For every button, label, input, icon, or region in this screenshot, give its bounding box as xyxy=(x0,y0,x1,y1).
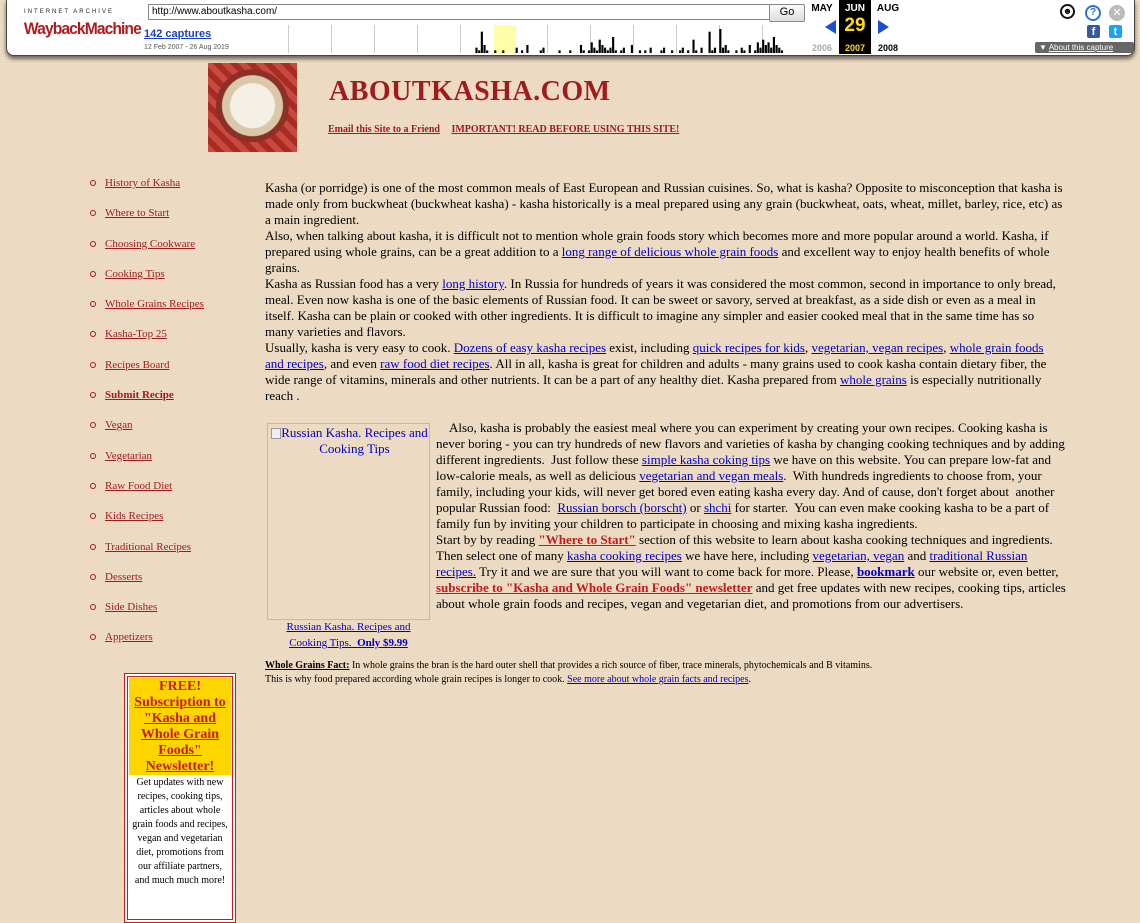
easy-recipes-link[interactable]: Dozens of easy kasha recipes xyxy=(453,340,607,355)
text: , xyxy=(943,340,950,355)
text: . All in all, kasha is great for children and adults - many grains used to cook kasha contain dietary fiber, the wide range of vitamins, minerals and other nutrients. It can be a part of any healthy diet. Kasha prepared from xyxy=(265,356,1047,387)
sparkline-bar xyxy=(615,50,617,53)
sparkline-bar xyxy=(722,48,724,53)
sparkline-bar xyxy=(601,45,603,53)
capture-sparkline[interactable] xyxy=(245,25,805,53)
sparkline-bar xyxy=(569,50,571,53)
text: our website or, even better, xyxy=(914,564,1059,579)
vegetarian-vegan-link[interactable]: vegetarian, vegan xyxy=(812,548,905,563)
text: or xyxy=(686,500,704,515)
about-capture-button[interactable]: ▼ About this capture xyxy=(1035,42,1134,53)
sidebar-item[interactable] xyxy=(88,540,204,570)
text: . With hundreds ingredients to choose from, your family, including your kids, will never get bored even eating kasha every day. And of cause, don't forget about another popular Russian food: xyxy=(436,468,1058,515)
facebook-icon[interactable]: f xyxy=(1087,25,1100,38)
sparkline-bar xyxy=(709,32,711,53)
fact-label: Whole Grains Fact: xyxy=(265,660,350,671)
vegetarian-meals-link[interactable]: vegetarian and vegan meals xyxy=(639,468,784,483)
text: exist, including xyxy=(606,340,693,355)
current-day-label: 29 xyxy=(844,15,866,36)
captures-link[interactable]: 142 captures xyxy=(144,28,212,40)
raw-food-link[interactable]: raw food diet recipes xyxy=(380,356,490,371)
sidebar-item-link[interactable]: Vegetarian xyxy=(105,449,153,462)
sidebar-item[interactable] xyxy=(88,418,204,448)
newsletter-subscribe-link[interactable]: Subscription to "Kasha and Whole Grain Foods" Newsletter! xyxy=(129,695,231,775)
text: we have here, including xyxy=(681,548,813,563)
text: Kasha as Russian food has a very xyxy=(265,276,443,291)
sidebar-item[interactable] xyxy=(88,509,204,539)
text: Try it and we are sure that you will want to come back for more. Please, xyxy=(476,564,857,579)
sidebar-item-link[interactable]: Submit Recipe xyxy=(105,389,174,402)
sparkline-bar xyxy=(540,50,542,53)
sidebar-item[interactable] xyxy=(88,327,204,357)
sparkline-bar xyxy=(714,48,716,53)
whole-grains-link[interactable]: whole grains xyxy=(840,372,907,387)
sparkline-bar xyxy=(687,50,689,53)
sparkline-bar xyxy=(478,50,480,53)
kasha-recipes-link[interactable]: kasha cooking recipes xyxy=(567,548,682,563)
text: Also, when talking about kasha, it is difficult not to mention whole grain foods story which becomes more and more popular around a world. Kasha, if prepared using whole grains, can be a great addition to a xyxy=(265,228,1049,259)
text: for starter. You can even make cooking kasha to be a part of family fun by inviting your children to participate in choosing and mixing kasha ingredients. xyxy=(436,500,1053,531)
sparkline-bar xyxy=(663,48,665,53)
sparkline-bar xyxy=(593,48,595,53)
site-title: ABOUTKASHA.COM xyxy=(329,76,611,107)
sparkline-bar xyxy=(591,42,593,53)
current-year-label: 2007 xyxy=(844,43,866,53)
sparkline-bar xyxy=(623,48,625,53)
sparkline-bar xyxy=(483,45,485,53)
help-icon[interactable]: ? xyxy=(1085,5,1101,21)
main-content-2 xyxy=(436,420,1069,612)
sparkline-bar xyxy=(526,45,528,53)
intro-paragraph-4 xyxy=(265,340,1065,404)
sidebar-item[interactable] xyxy=(88,388,204,418)
sparkline-bar xyxy=(781,50,783,53)
sidebar-item[interactable] xyxy=(88,176,204,206)
sparkline-bar xyxy=(701,48,703,53)
borsch-link[interactable]: Russian borsch (borscht) xyxy=(557,500,687,515)
wayback-toolbar xyxy=(6,0,1135,56)
sparkline-bar xyxy=(765,45,767,53)
sparkline-bar xyxy=(588,50,590,53)
main-content xyxy=(265,180,1065,404)
sidebar-item[interactable] xyxy=(88,297,204,327)
sparkline-bar xyxy=(711,50,713,53)
bookmark-link[interactable]: bookmark xyxy=(856,564,915,579)
promo-book-image[interactable] xyxy=(267,423,430,620)
sparkline-bar xyxy=(612,37,614,53)
sparkline-bar xyxy=(583,50,585,53)
sparkline-bar xyxy=(650,48,652,53)
sidebar-item-link[interactable]: Recipes Board xyxy=(105,358,170,371)
sparkline-bar xyxy=(607,50,609,53)
text: Also, kasha is probably the easiest meal where you can experiment by creating your own recipes. Cooking kasha is never boring - you can try hundreds of new flavors and varieties of kasha by changing cooking techniques and by adding different ingredients. Just follow these xyxy=(436,420,1069,467)
intro-paragraph-2 xyxy=(265,228,1065,276)
sparkline-bar xyxy=(486,50,488,53)
sparkline-bar xyxy=(671,50,673,53)
whole-grains-fact xyxy=(265,659,1085,687)
sparkline-bar xyxy=(516,48,518,53)
traditional-recipes-link[interactable]: traditional Russian recipes. xyxy=(436,548,1028,579)
sparkline-bar xyxy=(749,45,751,53)
whole-grain-foods-link[interactable]: long range of delicious whole grain foods xyxy=(561,244,779,259)
sidebar-item-link[interactable]: Kids Recipes xyxy=(105,510,164,523)
text: In whole grains the bran is the hard outer shell that provides a rich source of fiber, trace minerals, phytochemicals and B vitamins. xyxy=(349,660,873,671)
sparkline-bar xyxy=(754,50,756,53)
sparkline-bar xyxy=(727,50,729,53)
sidebar-nav xyxy=(88,176,204,661)
sparkline-bar xyxy=(631,45,633,53)
url-input[interactable]: http://www.aboutkasha.com/ xyxy=(148,4,772,20)
sidebar-item[interactable] xyxy=(88,358,204,388)
sparkline-bar xyxy=(773,37,775,53)
sidebar-item-link[interactable]: Appetizers xyxy=(105,631,153,644)
newsletter-box[interactable] xyxy=(124,673,236,923)
next-year-label[interactable]: 2008 xyxy=(877,43,899,53)
sparkline-bar xyxy=(679,50,681,53)
sparkline-bar xyxy=(759,48,761,53)
sparkline-bar xyxy=(767,42,769,53)
text: , and even xyxy=(323,356,381,371)
header-links xyxy=(328,124,688,135)
newsletter-free-label: FREE! xyxy=(129,678,231,695)
newsletter-text: Get updates with new recipes, cooking tips, articles about whole grain foods and recipes, vegan and vegetarian diet, promotions from our affiliate partners, and much much more! xyxy=(132,777,228,886)
paragraph-experiment xyxy=(436,420,1069,532)
text: Start by by reading xyxy=(436,532,539,547)
kids-recipes-link[interactable]: quick recipes for kids xyxy=(692,340,805,355)
sidebar-item-link[interactable]: History of Kasha xyxy=(105,177,181,189)
text: . xyxy=(748,674,751,685)
sparkline-bar xyxy=(596,50,598,53)
sparkline-bar xyxy=(762,40,764,53)
sparkline-bar xyxy=(521,50,523,53)
sparkline-bar xyxy=(743,50,745,53)
sidebar-item[interactable] xyxy=(88,570,204,600)
text: and get free updates with new recipes, cooking tips, articles about whole grain foods and recipes, vegan and vegetarian diet, and promotions from our advertisers. xyxy=(436,580,1066,611)
important-link[interactable]: IMPORTANT! READ BEFORE USING THIS SITE! xyxy=(451,124,680,135)
sidebar-item-link[interactable]: Cooking Tips xyxy=(105,267,165,280)
sparkline-bar xyxy=(481,32,483,53)
sparkline-current-year-highlight xyxy=(494,25,516,53)
email-friend-link[interactable]: Email this Site to a Friend xyxy=(328,124,440,135)
sparkline-bar xyxy=(692,40,694,53)
user-icon[interactable]: ☻ xyxy=(1060,4,1075,19)
intro-paragraph-1 xyxy=(265,180,1065,228)
sparkline-bar xyxy=(609,48,611,53)
text: Usually, kasha is very easy to cook. xyxy=(265,340,454,355)
sparkline-bar xyxy=(776,45,778,53)
sparkline-bar xyxy=(770,48,772,53)
sidebar-item[interactable] xyxy=(88,449,204,479)
sidebar-item-link[interactable]: Desserts xyxy=(105,570,143,583)
sidebar-item[interactable] xyxy=(88,206,204,236)
sparkline-bar xyxy=(502,50,504,53)
sidebar-item-link[interactable]: Kasha-Top 25 xyxy=(105,328,167,341)
promo-image-alt: Russian Kasha. Recipes and Cooking Tips xyxy=(268,425,429,457)
sparkline-bar xyxy=(778,48,780,53)
whole-grain-recipes-link[interactable]: whole grain foods and recipes xyxy=(265,340,1044,371)
text: we have on this website. You can prepare low-fat and low-calorie meals, as well as delicious xyxy=(436,452,1055,483)
prev-month-label[interactable]: MAY xyxy=(811,3,833,14)
go-button[interactable]: Go xyxy=(769,4,805,22)
sidebar-item-link[interactable]: Where to Start xyxy=(105,207,170,220)
calendar-nav xyxy=(805,0,905,55)
sparkline-bar xyxy=(604,48,606,53)
sparkline-bar xyxy=(725,45,727,53)
close-icon[interactable]: ✕ xyxy=(1109,5,1125,21)
about-capture-label: About this capture xyxy=(1048,43,1114,52)
sidebar-item[interactable] xyxy=(88,479,204,509)
sidebar-item-link[interactable]: Side Dishes xyxy=(105,601,158,614)
text: section of this website to learn about kasha cooking techniques and ingredients. Then select one of many xyxy=(436,532,1053,563)
sparkline-bar xyxy=(741,48,743,53)
sidebar-item-link[interactable]: Vegan xyxy=(105,419,133,432)
promo-caption[interactable] xyxy=(267,619,430,651)
sparkline-bar xyxy=(639,50,641,53)
logo-bottom-text: WaybackMachine xyxy=(23,19,141,38)
cooking-tips-link[interactable]: simple kasha coking tips xyxy=(641,452,771,467)
sidebar-item[interactable] xyxy=(88,267,204,297)
sparkline-bar xyxy=(644,50,646,53)
sidebar-item[interactable] xyxy=(88,237,204,267)
current-capture-date xyxy=(839,0,871,54)
sparkline-bar xyxy=(494,50,496,53)
intro-paragraph-3 xyxy=(265,276,1065,340)
wayback-logo[interactable] xyxy=(20,8,141,46)
sparkline-bar xyxy=(660,50,662,53)
paragraph-start xyxy=(436,532,1066,612)
sidebar-item-link[interactable]: Whole Grains Recipes xyxy=(105,298,204,311)
prev-year-label: 2006 xyxy=(811,43,833,53)
text: is especially nutritionally reach . xyxy=(265,372,1042,403)
sidebar-item[interactable] xyxy=(88,600,204,630)
next-capture-arrow-icon[interactable] xyxy=(878,20,889,34)
text: and excellent way to enjoy health benefits of whole grains. xyxy=(265,244,1050,275)
text: Kasha (or porridge) is one of the most common meals of East European and Russian cuisines. So, what is kasha? Opposite to misconception that kasha is made only from buckwheat (buckwheat kasha) - kasha historically is a meal prepared using any grain (buckwheat, oats, wheat, millet, barley, rice, etc) as a main ingredient. xyxy=(265,180,1063,227)
sidebar-item-link[interactable]: Traditional Recipes xyxy=(105,540,192,553)
twitter-icon[interactable]: t xyxy=(1109,25,1122,38)
sparkline-bar xyxy=(735,50,737,53)
text: and xyxy=(904,548,930,563)
promo-caption-text: Russian Kasha. Recipes and Cooking Tips. xyxy=(286,621,411,649)
sparkline-bar xyxy=(580,45,582,53)
shchi-link[interactable]: shchi xyxy=(703,500,732,515)
logo-top-text: INTERNET ARCHIVE xyxy=(24,9,114,15)
sparkline-bar xyxy=(757,42,759,53)
text: . In Russia for hundreds of years it was considered the most common, second in importance to only bread, meal. Even now kasha is one of the basic elements of Russian food. It can be sweet or savory, served at breakfast, as a side dish or even as a meal in itself. Kasha can be plain or cooked with other ingredients. It is difficult to imagine any simpler and easier cooked meal that in the same time has so many varieties and flavors. xyxy=(265,276,1056,339)
sparkline-bar xyxy=(599,40,601,53)
sparkline-bar xyxy=(542,48,544,53)
prev-capture-arrow-icon[interactable] xyxy=(825,20,836,34)
long-history-link[interactable]: long history xyxy=(442,276,504,291)
capture-date-range: 12 Feb 2007 - 26 Aug 2019 xyxy=(144,44,229,51)
vegan-recipes-link[interactable]: vegetarian, vegan recipes xyxy=(811,340,944,355)
sidebar-item-link[interactable]: Raw Food Diet xyxy=(105,479,173,492)
where-to-start-link[interactable]: "Where to Start" xyxy=(538,532,636,547)
promo-caption-link[interactable] xyxy=(286,621,410,649)
subscribe-newsletter-link[interactable]: subscribe to "Kasha and Whole Grain Foods" newsletter xyxy=(436,580,753,595)
sparkline-bar xyxy=(475,48,477,53)
next-month-label: AUG xyxy=(876,3,900,14)
sparkline-bar xyxy=(558,50,560,53)
sidebar-item-link[interactable]: Choosing Cookware xyxy=(105,237,196,250)
kasha-bowl-image xyxy=(208,63,297,152)
current-month-label: JUN xyxy=(844,3,865,14)
sparkline-bar xyxy=(620,50,622,53)
sparkline-bar xyxy=(719,29,721,53)
sparkline-bar xyxy=(695,50,697,53)
promo-price: Only $9.99 xyxy=(357,637,408,649)
text: This is why food prepared according whole grain recipes is longer to cook. xyxy=(265,674,568,685)
sidebar-item[interactable] xyxy=(88,630,204,660)
sparkline-bar xyxy=(682,48,684,53)
text: , xyxy=(804,340,812,355)
whole-grain-facts-link[interactable]: See more about whole grain facts and recipes xyxy=(567,674,749,685)
